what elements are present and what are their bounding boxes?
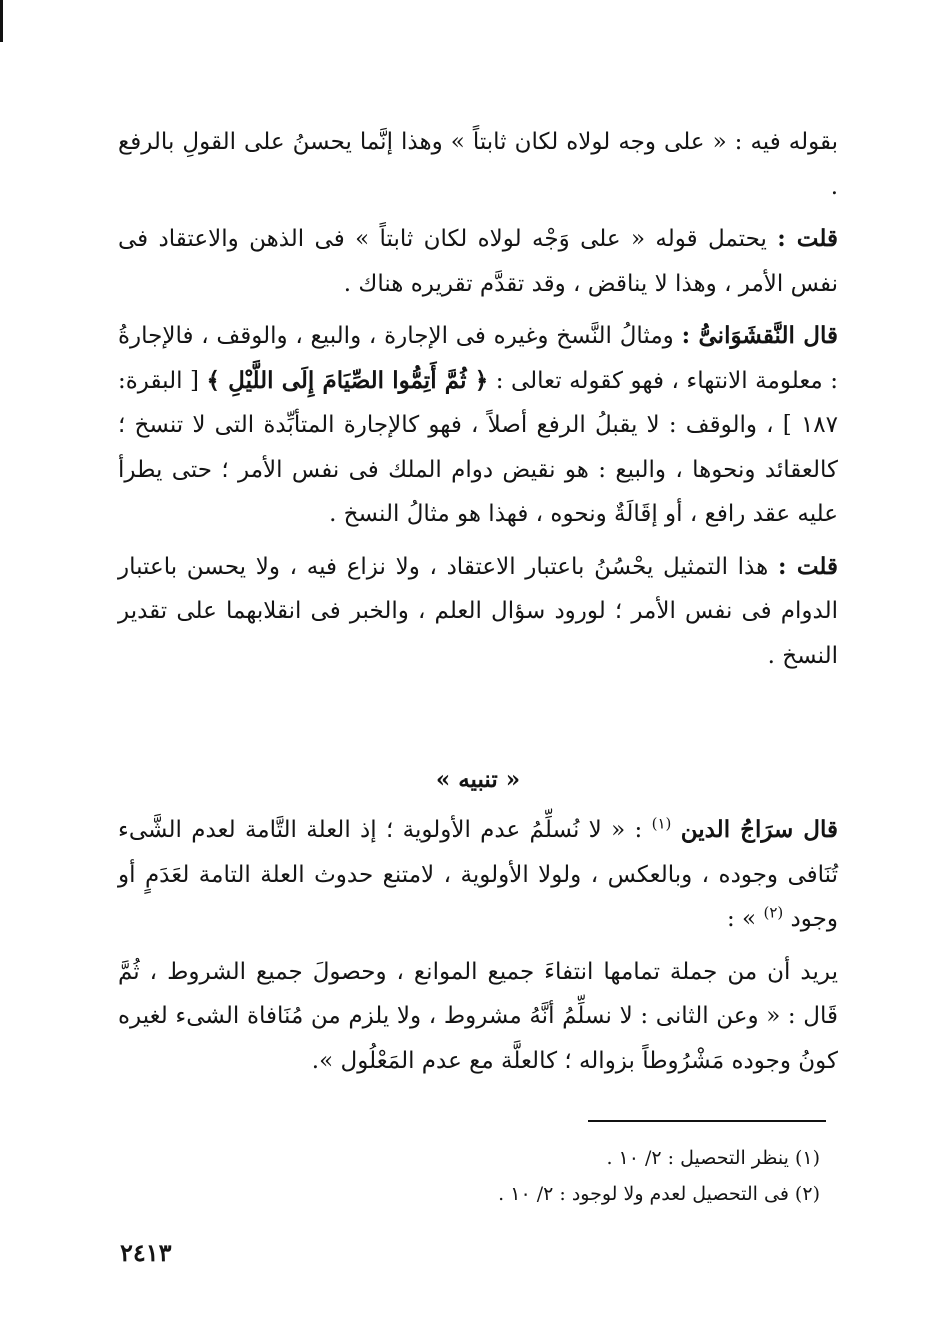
paragraph-3 [118,314,838,537]
scan-edge-mark [0,0,3,42]
main-text-upper [118,120,838,678]
paragraph-1-text: بقوله فيه : « على وجه لولاه لكان ثابتاً » وهذا إنَّما يحسنُ على القولِ بالرفع . [118,129,838,200]
paragraph-4-text: هذا التمثيل يحْسُنُ باعتبار الاعتقاد ، ولا نزاع فيه ، ولا يحسن باعتبار الدوام فى نفس الأمر ؛ لورود سؤال العلم ، والخبر فى انقلابهما على تقدير النسخ . [118,553,838,669]
quran-verse: ﴿ ثُمَّ أَتِمُّوا الصِّيَامَ إِلَى اللَّيْلِ ﴾ [206,366,489,394]
paragraph-2 [118,217,838,306]
footnotes [380,1140,820,1212]
paragraph-3-speaker: قال النَّقشَوَانىُّ : [681,322,839,349]
paragraph-3-text-after: [ البقرة: ١٨٧ ] ، والوقف : لا يقبلُ الرفع أصلاً ، فهو كالإجارة المتأبِّدة التى لا تنسخ ؛ كالعقائد ونحوها ، والبيع : هو نقيض دوام الملك فى نفس الأمر ؛ حتى يطرأ عليه عقد رافع ، أو إقَالَةٌ ونحوه ، فهذا هو مثالُ النسخ . [118,367,838,527]
footnote-2: (٢) فى التحصيل لعدم ولا لوجود : ٢/ ١٠ . [498,1183,820,1205]
footnote-ref-1: (١) [651,814,672,833]
paragraph-4-speaker: قلت : [777,552,839,580]
paragraph-5-text-after: » : [727,906,757,932]
paragraph-6 [118,950,838,1084]
footnote-ref-2: (٢) [763,903,784,922]
paragraph-4 [118,545,838,679]
footnote-divider [588,1120,826,1122]
paragraph-3-text-before: ومثالُ النَّسخ وغيره فى الإجارة ، والبيع ، والوقف ، فالإجارةُ : معلومة الانتهاء ، فهو كقوله تعالى : [118,323,839,394]
paragraph-1 [118,120,838,209]
footnote-1: (١) ينظر التحصيل : ٢/ ١٠ . [606,1147,820,1169]
paragraph-5 [118,808,838,942]
paragraph-6-text: يريد أن من جملة تمامها انتفاءَ جميع الموانع ، وحصولَ جميع الشروط ، ثُمَّ قَال : « وعن الثانى : لا نسلِّمُ أنَّهُ مشروط ، ولا يلزم من مُنَافاة الشىء لغيره كونُ وجوده مَشْرُوطاً بزواله ؛ كالعلَّة مع عدم المَعْلُول ». [118,958,838,1074]
paragraph-5-speaker: قال سرَاجُ الدين [680,816,839,843]
paragraph-2-speaker: قلت : [777,225,838,252]
paragraph-5-text-before: : « لا نُسلِّمُ عدم الأولوية ؛ إذ العلة التَّامة لعدم الشَّىء تُنَافى وجوده ، وبالعكس ، ولولا الأولوية ، لامتنع حدوث العلة التامة لعَدَمٍ أو وجود [118,817,838,932]
main-text-lower [118,808,838,1083]
section-heading: « تنبيه » [435,766,521,793]
page-number: ٢٤١٣ [120,1238,172,1267]
paragraph-2-text: يحتمل قوله « على وَجْه لولاه لكان ثابتاً » فى الذهن والاعتقاد فى نفس الأمر ، وهذا لا يناقض ، وقد تقدَّم تقريره هناك . [118,226,838,297]
